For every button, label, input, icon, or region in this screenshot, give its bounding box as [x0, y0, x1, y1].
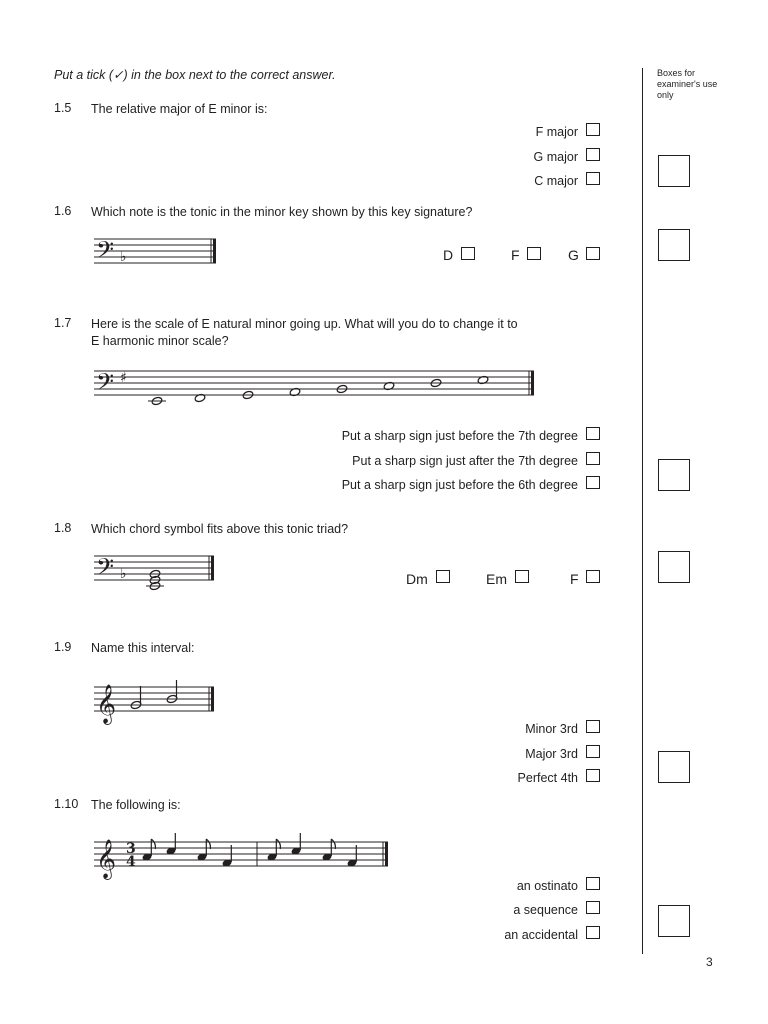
answer-checkbox[interactable]: [436, 570, 450, 583]
option-label: F: [511, 247, 520, 263]
question-text: Which note is the tonic in the minor key shown by this key signature?: [91, 205, 473, 219]
option-label: Minor 3rd: [525, 722, 578, 736]
option-label: Put a sharp sign just before the 6th degree: [341, 478, 578, 492]
option-label: an accidental: [504, 928, 578, 942]
answer-checkbox[interactable]: [586, 877, 600, 890]
sharp-icon: ♯: [120, 370, 127, 386]
option-label: Em: [486, 571, 507, 587]
option-label: Major 3rd: [525, 747, 578, 761]
answer-checkbox[interactable]: [586, 745, 600, 758]
question-text: The relative major of E minor is:: [91, 102, 268, 116]
answer-checkbox[interactable]: [515, 570, 529, 583]
examiner-box[interactable]: [658, 459, 690, 491]
option-label: G major: [533, 150, 578, 164]
treble-clef-icon: 𝄞: [96, 839, 117, 879]
option-label: an ostinato: [516, 879, 578, 893]
question-number: 1.9: [54, 640, 72, 654]
music-staff-melody: [94, 836, 392, 880]
option-label: Dm: [406, 571, 428, 587]
answer-checkbox[interactable]: [586, 172, 600, 185]
flat-icon: ♭: [120, 566, 127, 582]
question-text-line: Here is the scale of E natural minor going up. What will you do to change it to: [91, 317, 518, 331]
margin-divider: [642, 68, 643, 954]
option-label: D: [443, 247, 454, 263]
examiner-box[interactable]: [658, 155, 690, 187]
examiner-box[interactable]: [658, 229, 690, 261]
flat-icon: ♭: [120, 249, 127, 265]
examiner-box[interactable]: [658, 551, 690, 583]
answer-checkbox[interactable]: [586, 452, 600, 465]
option-label: Put a sharp sign just after the 7th degree: [352, 454, 578, 468]
examiner-label: Boxes for examiner's use only: [657, 68, 718, 100]
answer-checkbox[interactable]: [586, 570, 600, 583]
question-number: 1.7: [54, 316, 72, 330]
option-label: G: [568, 247, 579, 263]
bass-clef-icon: 𝄢: [96, 236, 115, 269]
answer-checkbox[interactable]: [586, 148, 600, 161]
question-text: Name this interval:: [91, 641, 195, 655]
question-number: 1.5: [54, 101, 72, 115]
answer-checkbox[interactable]: [586, 476, 600, 489]
question-text: The following is:: [91, 798, 181, 812]
music-staff-key-signature: [94, 236, 220, 268]
examiner-box[interactable]: [658, 751, 690, 783]
answer-checkbox[interactable]: [586, 769, 600, 782]
treble-clef-icon: 𝄞: [96, 684, 117, 724]
answer-checkbox[interactable]: [586, 247, 600, 260]
answer-checkbox[interactable]: [527, 247, 541, 260]
music-staff-tonic-triad: [94, 553, 218, 589]
question-number: 1.6: [54, 204, 72, 218]
option-label: F major: [535, 125, 578, 139]
page-number: 3: [706, 955, 713, 969]
answer-checkbox[interactable]: [586, 901, 600, 914]
time-signature-bottom: 4: [126, 854, 136, 870]
option-label: C major: [534, 174, 578, 188]
answer-checkbox[interactable]: [586, 720, 600, 733]
question-number: 1.8: [54, 521, 72, 535]
answer-checkbox[interactable]: [586, 427, 600, 440]
question-number: 1.10: [54, 797, 79, 811]
answer-checkbox[interactable]: [586, 123, 600, 136]
instruction-text: Put a tick (✓) in the box next to the correct answer.: [54, 68, 336, 82]
music-staff-e-minor-scale: [94, 368, 538, 408]
time-signature-top: 3: [126, 841, 136, 857]
option-label: Perfect 4th: [517, 771, 578, 785]
question-text: [91, 316, 571, 350]
music-staff-interval: [94, 682, 218, 722]
bass-clef-icon: 𝄢: [96, 553, 115, 586]
question-text-line: E harmonic minor scale?: [91, 334, 229, 348]
answer-checkbox[interactable]: [586, 926, 600, 939]
bass-clef-icon: 𝄢: [96, 368, 115, 401]
examiner-box[interactable]: [658, 905, 690, 937]
answer-checkbox[interactable]: [461, 247, 475, 260]
option-label: a sequence: [513, 903, 578, 917]
option-label: Put a sharp sign just before the 7th degree: [341, 429, 578, 443]
question-text: Which chord symbol fits above this tonic triad?: [91, 522, 349, 536]
option-label: F: [570, 571, 579, 587]
